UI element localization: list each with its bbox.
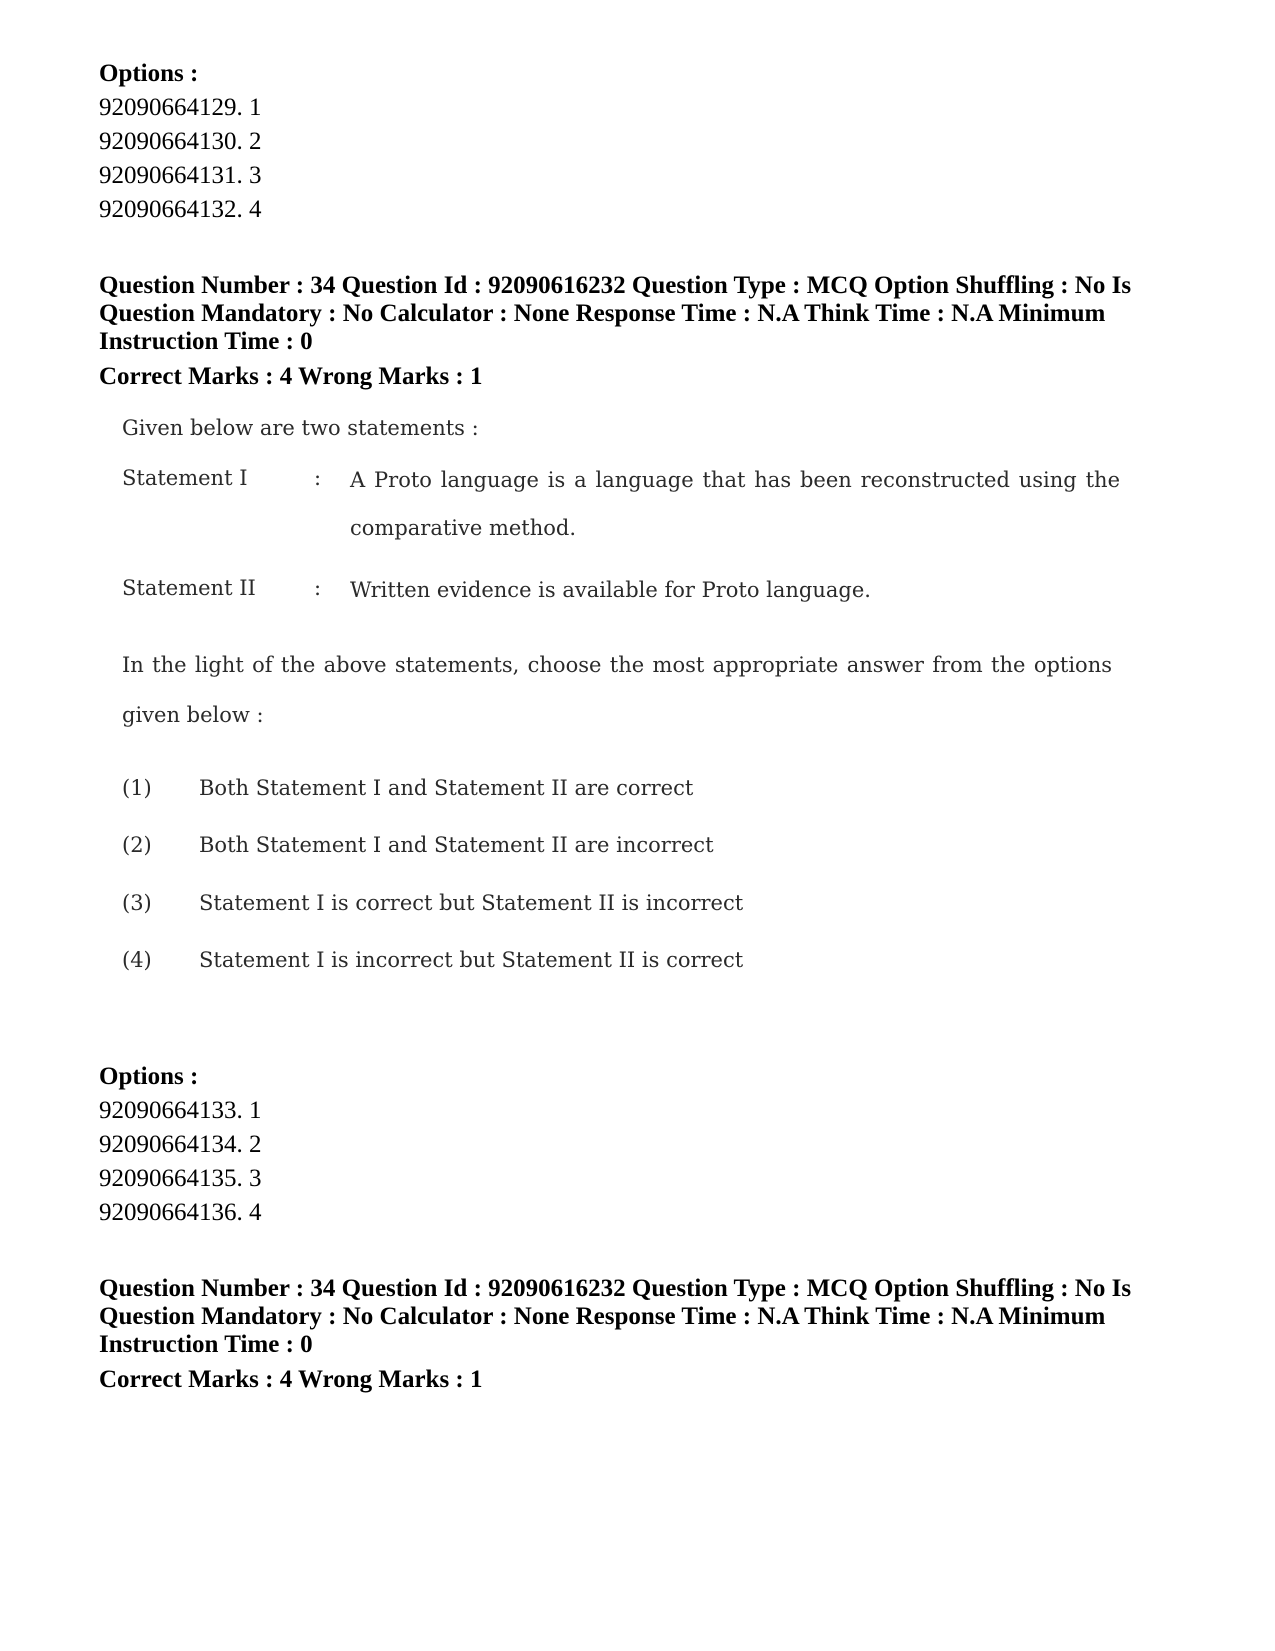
- options-title: Options :: [99, 60, 199, 87]
- choice-number: (4): [122, 948, 152, 972]
- choice-number: (1): [122, 776, 152, 800]
- option-line: 92090664130. 2: [99, 128, 262, 155]
- statement-1-text: A Proto language is a language that has been reconstructed using the comparative method.: [350, 468, 1120, 540]
- next-question-header-block: [99, 1275, 1189, 1397]
- choice-number: (2): [122, 833, 152, 857]
- option-line: 92090664135. 3: [99, 1165, 262, 1192]
- choice-text: Both Statement I and Statement II are correct: [199, 776, 694, 800]
- choice-text: Both Statement I and Statement II are incorrect: [199, 833, 714, 857]
- option-line: 92090664134. 2: [99, 1131, 262, 1158]
- statement-2-colon: :: [314, 576, 322, 600]
- top-options-block: [99, 57, 1189, 227]
- option-line: 92090664131. 3: [99, 162, 262, 189]
- options-title: Options :: [99, 1063, 199, 1090]
- statement-1-label: Statement I: [122, 466, 248, 490]
- question-header-block: [99, 272, 1189, 394]
- statement-2-text: Written evidence is available for Proto language.: [350, 578, 871, 602]
- statement-2-label: Statement II: [122, 576, 256, 600]
- question-marks: Correct Marks : 4 Wrong Marks : 1: [99, 363, 483, 390]
- option-line: 92090664136. 4: [99, 1199, 262, 1226]
- question-marks: Correct Marks : 4 Wrong Marks : 1: [99, 1366, 483, 1393]
- statement-1-colon: :: [314, 466, 322, 490]
- choice-number: (3): [122, 891, 152, 915]
- question-image: [122, 408, 1132, 1038]
- choice-text: Statement I is incorrect but Statement II is correct: [199, 948, 744, 972]
- option-line: 92090664133. 1: [99, 1097, 262, 1124]
- bottom-options-block: [99, 1060, 1189, 1230]
- question-header: Question Number : 34 Question Id : 92090616232 Question Type : MCQ Option Shuffling : No Is Question Mandatory : No Calculator : None Response Time : N.A Think Time : N.A Minimum Instruction Time : 0: [99, 1275, 1132, 1358]
- question-lead: In the light of the above statements, choose the most appropriate answer from the options given below :: [122, 653, 1112, 727]
- question-intro: Given below are two statements :: [122, 416, 479, 440]
- option-line: 92090664129. 1: [99, 94, 262, 121]
- option-line: 92090664132. 4: [99, 196, 262, 223]
- question-header: Question Number : 34 Question Id : 92090616232 Question Type : MCQ Option Shuffling : No Is Question Mandatory : No Calculator : None Response Time : N.A Think Time : N.A Minimum Instruction Time : 0: [99, 272, 1132, 355]
- choice-text: Statement I is correct but Statement II is incorrect: [199, 891, 744, 915]
